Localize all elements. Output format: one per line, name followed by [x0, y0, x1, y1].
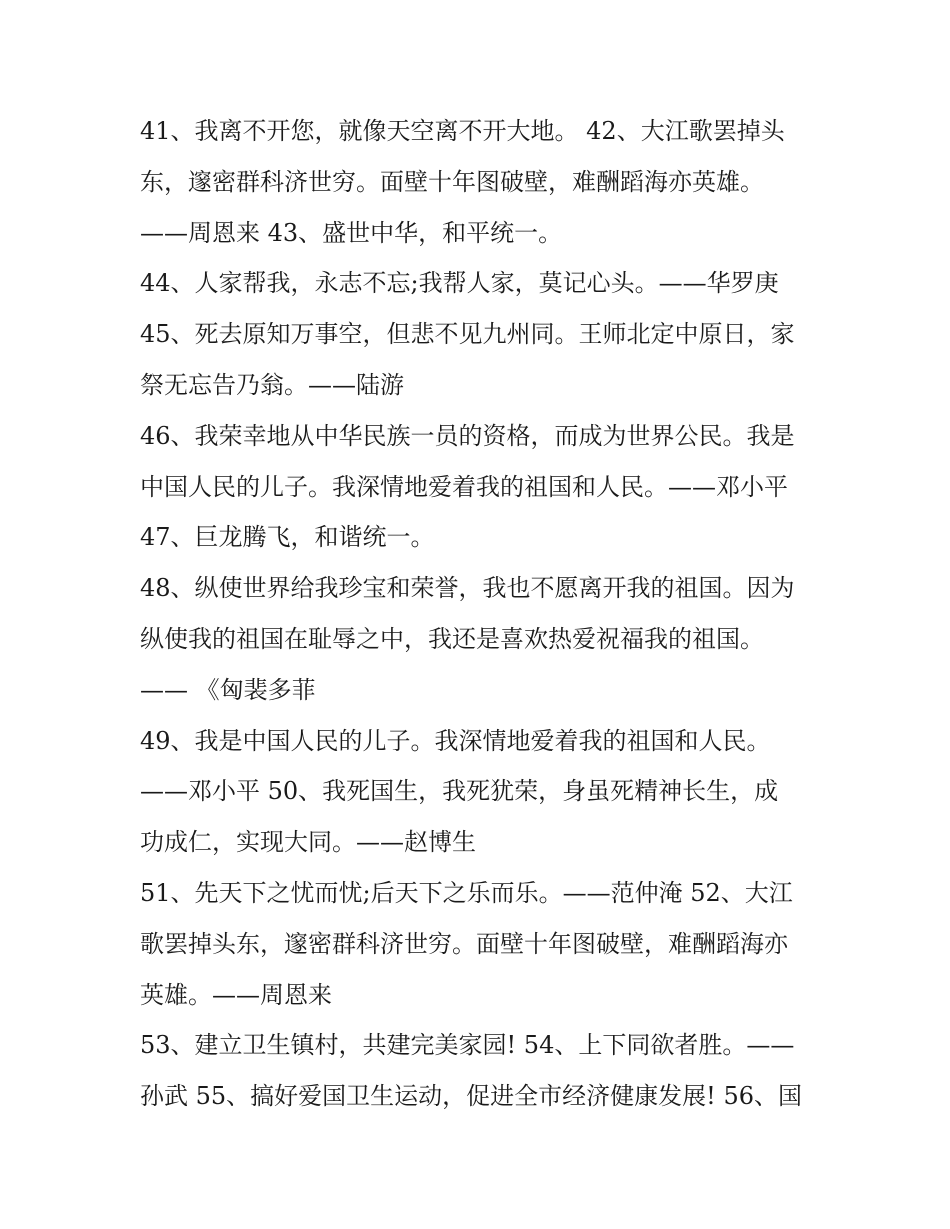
text-line: 孙武 55、搞好爱国卫生运动，促进全市经济健康发展! 56、国: [140, 1082, 802, 1111]
text-line: 功成仁，实现大同。——赵博生: [140, 828, 476, 857]
text-line: 祭无忘告乃翁。——陆游: [140, 370, 404, 399]
text-line: 53、建立卫生镇村，共建完美家园! 54、上下同欲者胜。——: [140, 1031, 795, 1060]
text-line: 英雄。——周恩来: [140, 980, 332, 1009]
text-line: ——周恩来 43、盛世中华，和平统一。: [140, 218, 563, 247]
text-line: 中国人民的儿子。我深情地爱着我的祖国和人民。——邓小平: [140, 472, 788, 501]
text-line: 45、死去原知万事空，但悲不见九州同。王师北定中原日，家: [140, 320, 795, 349]
text-line: 48、纵使世界给我珍宝和荣誉，我也不愿离开我的祖国。因为: [140, 574, 795, 603]
text-line: 歌罢掉头东，邃密群科济世穷。面壁十年图破壁，难酬蹈海亦: [140, 929, 788, 958]
text-line: 46、我荣幸地从中华民族一员的资格，而成为世界公民。我是: [140, 421, 795, 450]
text-line: 51、先天下之忧而忧;后天下之乐而乐。——范仲淹 52、大江: [140, 878, 793, 907]
quote-text-block: [140, 106, 820, 1122]
text-line: 东，邃密群科济世穷。面壁十年图破壁，难酬蹈海亦英雄。: [140, 167, 764, 196]
text-line: 44、人家帮我，永志不忘;我帮人家，莫记心头。——华罗庚: [140, 269, 779, 298]
text-line: 47、巨龙腾飞，和谐统一。: [140, 523, 435, 552]
text-line: ——邓小平 50、我死国生，我死犹荣，身虽死精神长生，成: [140, 777, 779, 806]
text-line: 49、我是中国人民的儿子。我深情地爱着我的祖国和人民。: [140, 726, 771, 755]
text-line: 纵使我的祖国在耻辱之中，我还是喜欢热爱祝福我的祖国。: [140, 624, 764, 653]
text-line: 41、我离不开您，就像天空离不开大地。 42、大江歌罢掉头: [140, 117, 785, 145]
text-line: —— 《匈裴多菲: [140, 675, 316, 704]
